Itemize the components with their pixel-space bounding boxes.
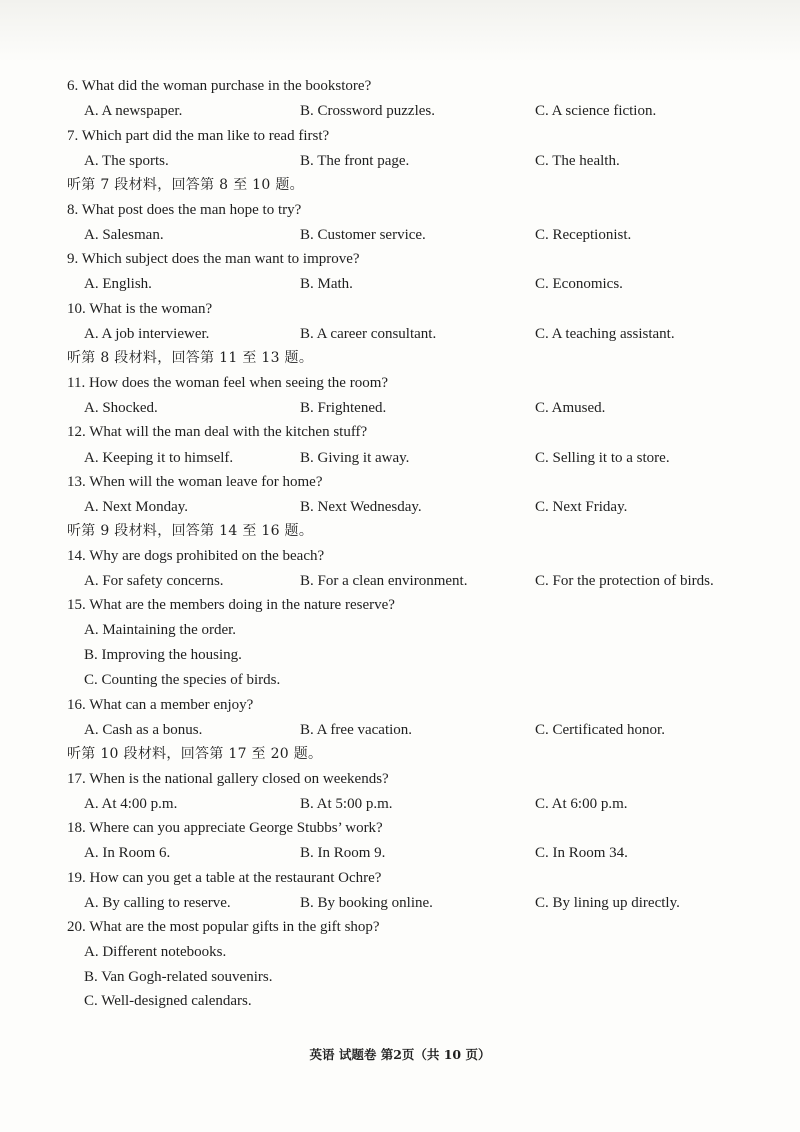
option-a: A. Next Monday. (84, 499, 189, 515)
option-b: B. Crossword puzzles. (300, 103, 435, 119)
option-b: B. Math. (300, 276, 353, 292)
question-13: 13. When will the woman leave for home? (67, 474, 323, 490)
question-20: 20. What are the most popular gifts in the gift shop? (67, 919, 380, 935)
question-12-options (0, 447, 800, 469)
option-b: B. A career consultant. (300, 326, 437, 342)
option-a: A. Keeping it to himself. (84, 450, 234, 466)
option-a: A. Shocked. (84, 400, 158, 416)
option-c: C. Selling it to a store. (535, 450, 670, 466)
option-a: A. A newspaper. (84, 103, 183, 119)
section-heading-7: 听第 7 段材料，回答第 8 至 10 题。 (67, 177, 304, 193)
scan-shadow (0, 0, 800, 62)
question-20-option-a: A. Different notebooks. (84, 944, 227, 960)
question-15-option-b: B. Improving the housing. (84, 647, 242, 663)
option-a: A. By calling to reserve. (84, 895, 231, 911)
option-c: C. Certificated honor. (535, 722, 665, 738)
question-16-options (0, 719, 800, 741)
option-a: A. The sports. (84, 153, 169, 169)
question-15: 15. What are the members doing in the nature reserve? (67, 597, 395, 613)
option-b: B. Frightened. (300, 400, 387, 416)
option-a: A. English. (84, 276, 152, 292)
option-c: C. Receptionist. (535, 227, 632, 243)
option-c: C. For the protection of birds. (535, 573, 714, 589)
option-c: C. At 6:00 p.m. (535, 796, 628, 812)
option-c: C. A teaching assistant. (535, 326, 675, 342)
question-15-option-c: C. Counting the species of birds. (84, 672, 281, 688)
question-9-options (0, 273, 800, 295)
question-8-options (0, 224, 800, 246)
question-18-options (0, 842, 800, 864)
question-13-options (0, 496, 800, 518)
option-c: C. Amused. (535, 400, 606, 416)
option-b: B. Customer service. (300, 227, 426, 243)
question-15-option-a: A. Maintaining the order. (84, 622, 237, 638)
question-6: 6. What did the woman purchase in the bookstore? (67, 78, 372, 94)
option-b: B. At 5:00 p.m. (300, 796, 393, 812)
section-heading-8: 听第 8 段材料，回答第 11 至 13 题。 (67, 350, 314, 366)
option-b: B. Giving it away. (300, 450, 410, 466)
option-b: B. In Room 9. (300, 845, 386, 861)
option-c: C. A science fiction. (535, 103, 657, 119)
question-12: 12. What will the man deal with the kitchen stuff? (67, 424, 368, 440)
option-b: B. A free vacation. (300, 722, 413, 738)
section-heading-9: 听第 9 段材料，回答第 14 至 16 题。 (67, 523, 314, 539)
question-19: 19. How can you get a table at the restaurant Ochre? (67, 870, 382, 886)
question-14: 14. Why are dogs prohibited on the beach? (67, 548, 325, 564)
question-6-options (0, 100, 800, 122)
question-8: 8. What post does the man hope to try? (67, 202, 302, 218)
page-footer: 英语 试题卷 第2页（共 10 页） (309, 1047, 491, 1062)
option-c: C. Next Friday. (535, 499, 628, 515)
question-11: 11. How does the woman feel when seeing the room? (67, 375, 389, 391)
option-a: A. For safety concerns. (84, 573, 224, 589)
question-7-options (0, 150, 800, 172)
question-18: 18. Where can you appreciate George Stubbs’ work? (67, 820, 383, 836)
question-16: 16. What can a member enjoy? (67, 697, 254, 713)
option-c: C. By lining up directly. (535, 895, 680, 911)
option-c: C. The health. (535, 153, 620, 169)
option-b: B. The front page. (300, 153, 410, 169)
question-7: 7. Which part did the man like to read first? (67, 128, 330, 144)
question-10-options (0, 323, 800, 345)
option-c: C. In Room 34. (535, 845, 628, 861)
question-10: 10. What is the woman? (67, 301, 213, 317)
option-a: A. Salesman. (84, 227, 164, 243)
option-c: C. Economics. (535, 276, 623, 292)
question-11-options (0, 397, 800, 419)
question-20-option-b: B. Van Gogh-related souvenirs. (84, 969, 273, 985)
question-9: 9. Which subject does the man want to improve? (67, 251, 360, 267)
option-b: B. Next Wednesday. (300, 499, 422, 515)
question-14-options (0, 570, 800, 592)
question-17: 17. When is the national gallery closed on weekends? (67, 771, 389, 787)
section-heading-10: 听第 10 段材料，回答第 17 至 20 题。 (67, 746, 323, 762)
option-a: A. At 4:00 p.m. (84, 796, 178, 812)
option-a: A. Cash as a bonus. (84, 722, 203, 738)
option-a: A. A job interviewer. (84, 326, 210, 342)
option-b: B. For a clean environment. (300, 573, 468, 589)
question-19-options (0, 892, 800, 914)
option-b: B. By booking online. (300, 895, 433, 911)
option-a: A. In Room 6. (84, 845, 171, 861)
question-20-option-c: C. Well-designed calendars. (84, 993, 252, 1009)
question-17-options (0, 793, 800, 815)
